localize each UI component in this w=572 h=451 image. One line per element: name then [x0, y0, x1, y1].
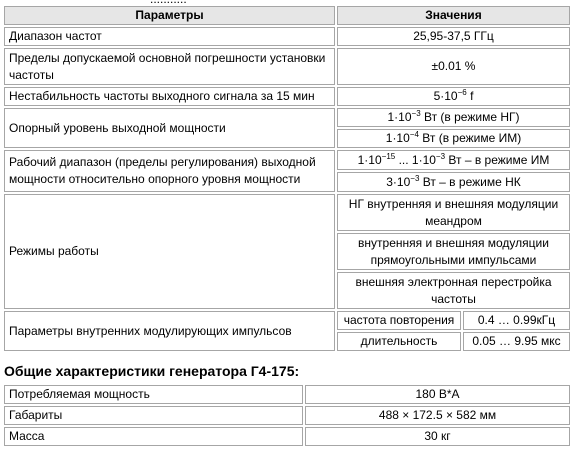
- param-label: Масса: [4, 427, 303, 446]
- general-table: [2, 383, 572, 448]
- param-value: 180 В*А: [305, 385, 570, 404]
- param-value: $3\cdot 10^{-3}$ Вт – в режиме НК: [337, 172, 570, 192]
- table-row: [4, 194, 570, 231]
- table-row: [4, 311, 570, 330]
- param-value: НГ внутренняя и внешняя модуляции меандром: [337, 194, 570, 231]
- param-label: Нестабильность частоты выходного сигнала за 15 мин: [4, 87, 335, 106]
- pulse-rate-value: 0.4 … 0.99кГц: [463, 311, 570, 330]
- param-value: $1\cdot 10^{-15}$ ... $1\cdot 10^{-3}$ Вт – в режиме ИМ: [337, 150, 570, 170]
- table-row: [4, 150, 570, 170]
- spec-table: [2, 4, 572, 353]
- param-label: Рабочий диапазон (пределы регулирования) выходной мощности относительно опорного уровня мощности: [4, 150, 335, 192]
- param-value: внешняя электронная перестройка частоты: [337, 272, 570, 309]
- pulse-duration-label: длительность: [337, 332, 461, 351]
- table-header-row: [4, 6, 570, 25]
- param-label: Габариты: [4, 406, 303, 425]
- param-value: ±0.01 %: [337, 48, 570, 85]
- table-row: [4, 385, 570, 404]
- param-value: 488 × 172.5 × 582 мм: [305, 406, 570, 425]
- table-row: [4, 427, 570, 446]
- table-row: [4, 87, 570, 106]
- param-label: Параметры внутренних модулирующих импульсов: [4, 311, 335, 351]
- param-value: 30 кг: [305, 427, 570, 446]
- param-value: $1\cdot 10^{-3}$ Вт (в режиме НГ): [337, 108, 570, 127]
- param-label: Режимы работы: [4, 194, 335, 309]
- param-value: внутренняя и внешняя модуляции прямоугольными импульсами: [337, 233, 570, 270]
- param-label: Пределы допускаемой основной погрешности установки частоты: [4, 48, 335, 85]
- header-param: Параметры: [4, 6, 335, 25]
- pulse-rate-label: частота повторения: [337, 311, 461, 330]
- table-row: [4, 27, 570, 46]
- param-label: Опорный уровень выходной мощности: [4, 108, 335, 148]
- general-heading: Общие характеристики генератора Г4-175:: [4, 363, 300, 379]
- header-value: Значения: [337, 6, 570, 25]
- table-row: [4, 406, 570, 425]
- param-value: 25,95-37,5 ГГц: [337, 27, 570, 46]
- param-label: Потребляемая мощность: [4, 385, 303, 404]
- param-value: $5\cdot 10^{-6}$ f: [337, 87, 570, 106]
- table-row: [4, 108, 570, 127]
- cut-off-heading: [0, 0, 572, 3]
- table-row: [4, 48, 570, 85]
- pulse-duration-value: 0.05 … 9.95 мкс: [463, 332, 570, 351]
- param-label: Диапазон частот: [4, 27, 335, 46]
- param-value: $1\cdot 10^{-4}$ Вт (в режиме ИМ): [337, 129, 570, 148]
